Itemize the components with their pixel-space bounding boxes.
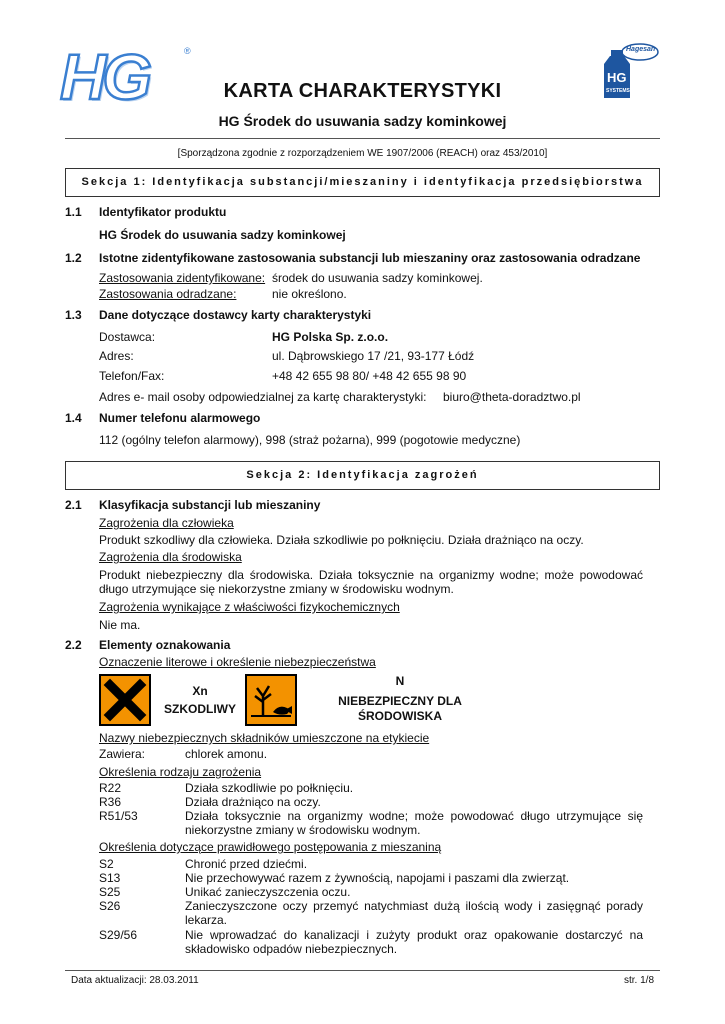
emergency-numbers: 112 (ogólny telefon alarmowy), 998 (straż pożarna), 999 (pogotowie medyczne) [99, 433, 521, 447]
components-label: Nazwy niebezpiecznych składników umieszczone na etykiecie [99, 731, 430, 745]
section-2-header: Sekcja 2: Identyfikacja zagrożeń [65, 461, 660, 490]
s-phrase-text: Chronić przed dziećmi. [185, 857, 308, 871]
r-phrase-text: Działa szkodliwie po połknięciu. [185, 781, 354, 795]
s-phrase-text: Nie wprowadzać do kanalizacji i zużyty produkt oraz opakowanie dostarczyć na składowisko odpadów niebezpiecznych. [185, 928, 643, 956]
r-phrase-code: R36 [99, 795, 122, 809]
harmful-pictogram [99, 674, 151, 726]
s-phrases-label: Określenia dotyczące prawidłowego postępowania z mieszaniną [99, 840, 442, 854]
supplier-value: HG Polska Sp. z.o.o. [272, 330, 389, 344]
environment-pictogram [245, 674, 297, 726]
document-subtitle: HG Środek do usuwania sadzy kominkowej [218, 113, 507, 129]
phys-hazards-label: Zagrożenia wynikające z właściwości fizykochemicznych [99, 600, 400, 614]
section-number: 1.4 [65, 411, 82, 425]
phone-value: +48 42 655 98 80/ +48 42 655 98 90 [272, 369, 467, 383]
s-phrase-text: Nie przechowywać razem z żywnością, napojami i paszami dla zwierząt. [185, 871, 570, 885]
phone-label: Telefon/Fax: [99, 369, 165, 383]
section-number: 2.1 [65, 498, 82, 512]
section-number: 2.2 [65, 638, 82, 652]
hg-logo-text: HG [60, 41, 148, 113]
human-hazards-label: Zagrożenia dla człowieka [99, 516, 234, 530]
section-heading: Numer telefonu alarmowego [99, 411, 261, 425]
registered-mark: ® [184, 46, 191, 56]
s-phrase-code: S13 [99, 871, 121, 885]
advised-uses-value: nie określono. [272, 287, 347, 301]
section-heading: Istotne zidentyfikowane zastosowania substancji lub mieszaniny oraz zastosowania odradzane [99, 251, 641, 265]
address-label: Adres: [99, 349, 134, 363]
s-phrase-code: S26 [99, 899, 121, 913]
section-number: 1.2 [65, 251, 82, 265]
r-phrase-code: R22 [99, 781, 122, 795]
badge-sub: SYSTEMS [606, 88, 630, 94]
page-number: str. 1/8 [623, 975, 654, 986]
product-identifier: HG Środek do usuwania sadzy kominkowej [99, 228, 346, 242]
section-number: 1.1 [65, 205, 82, 219]
update-date: Data aktualizacji: 28.03.2011 [71, 975, 199, 986]
r-phrase-text: Działa drażniąco na oczy. [185, 795, 321, 809]
identified-uses-value: środek do usuwania sadzy kominkowej. [272, 271, 483, 285]
address-value: ul. Dąbrowskiego 17 /21, 93-177 Łódź [272, 349, 475, 363]
symbols-label: Oznaczenie literowe i określenie niebezpieczeństwa [99, 655, 376, 669]
xn-code: Xn [192, 684, 208, 698]
identified-uses-label: Zastosowania zidentyfikowane: [99, 271, 266, 285]
badge-main: HG [607, 70, 627, 85]
r-phrases-label: Określenia rodzaju zagrożenia [99, 765, 262, 779]
env-hazards-label: Zagrożenia dla środowiska [99, 550, 242, 564]
section-heading: Klasyfikacja substancji lub mieszaniny [99, 498, 321, 512]
section-heading: Dane dotyczące dostawcy karty charakterystyki [99, 308, 372, 322]
hg-systems-badge [596, 42, 660, 102]
human-hazards-text: Produkt szkodliwy dla człowieka. Działa szkodliwie po połknięciu. Działa drażniąco na oczy. [99, 533, 584, 547]
badge-brand: Hagesan [626, 46, 656, 53]
section-heading: Elementy oznakowania [99, 638, 231, 652]
regulation-note: [Sporządzona zgodnie z rozporządzeniem WE 1907/2006 (REACH) oraz 453/2010] [177, 148, 548, 159]
supplier-label: Dostawca: [99, 330, 156, 344]
r-phrase-code: R51/53 [99, 809, 138, 823]
contains-value: chlorek amonu. [185, 747, 268, 761]
s-phrase-code: S2 [99, 857, 114, 871]
n-code: N [395, 674, 405, 688]
s-phrase-code: S25 [99, 885, 121, 899]
env-hazards-text: Produkt niebezpieczny dla środowiska. Działa toksycznie na organizmy wodne; może powodować długo utrzymujące się niekorzystne zmiany w środowisku wodnym. [99, 568, 643, 596]
header-divider [65, 138, 660, 139]
advised-uses-label: Zastosowania odradzane: [99, 287, 237, 301]
section-heading: Identyfikator produktu [99, 205, 227, 219]
email-link[interactable]: biuro@theta-doradztwo.pl [443, 390, 581, 404]
phys-hazards-text: Nie ma. [99, 618, 141, 632]
s-phrase-code: S29/56 [99, 928, 138, 942]
document-title: KARTA CHARAKTERYSTYKI [223, 80, 502, 102]
xn-name: SZKODLIWY [164, 702, 236, 716]
section-number: 1.3 [65, 308, 82, 322]
footer-divider [65, 970, 660, 971]
n-name-line-1: NIEBEZPIECZNY DLA [338, 694, 462, 708]
r-phrase-text: Działa toksycznie na organizmy wodne; może powodować długo utrzymujące się niekorzystne zmiany w środowisku wodnym. [185, 809, 643, 837]
email-label: Adres e- mail osoby odpowiedzialnej za kartę charakterystyki: [99, 390, 427, 404]
s-phrase-text: Unikać zanieczyszczenia oczu. [185, 885, 351, 899]
section-1-header: Sekcja 1: Identyfikacja substancji/mieszaniny i identyfikacja przedsiębiorstwa [65, 168, 660, 197]
contains-label: Zawiera: [99, 747, 146, 761]
s-phrase-text: Zanieczyszczone oczy przemyć natychmiast dużą ilością wody i zasięgnąć porady lekarza. [185, 899, 643, 927]
n-name-line-2: ŚRODOWISKA [358, 709, 442, 723]
